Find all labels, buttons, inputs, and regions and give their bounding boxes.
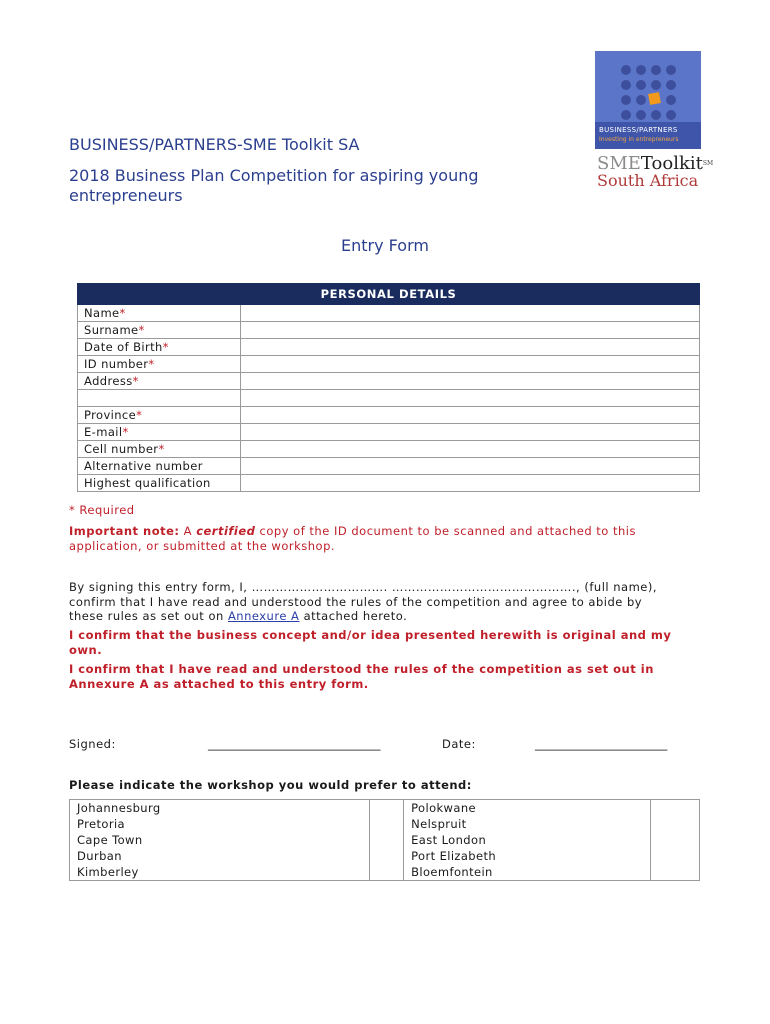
table-row <box>78 390 700 407</box>
alternative-number-field[interactable] <box>241 458 700 475</box>
dob-field[interactable] <box>241 339 700 356</box>
workshop-select-port-elizabeth[interactable] <box>650 848 699 864</box>
workshop-table <box>69 799 700 881</box>
signature-line[interactable]: ______________________________ <box>208 737 381 751</box>
field-label-name: Name <box>84 306 120 320</box>
logo-dot <box>666 110 676 120</box>
workshop-option-east-london: East London <box>404 832 651 848</box>
id-number-field[interactable] <box>241 356 700 373</box>
address-field-line2[interactable] <box>241 390 700 407</box>
email-field[interactable] <box>241 424 700 441</box>
logo-dot <box>651 65 661 75</box>
table-row <box>78 424 700 441</box>
logo-dot <box>651 80 661 90</box>
required-marker: * <box>162 340 169 354</box>
logo-dot <box>621 110 631 120</box>
table-row <box>78 356 700 373</box>
personal-details-heading: PERSONAL DETAILS <box>78 284 700 305</box>
workshop-select-polokwane[interactable] <box>650 800 699 817</box>
table-row <box>78 322 700 339</box>
logo-dot <box>621 65 631 75</box>
field-label-dob: Date of Birth <box>84 340 163 354</box>
required-marker: * <box>119 306 126 320</box>
qualification-field[interactable] <box>241 475 700 492</box>
workshop-select-nelspruit[interactable] <box>650 816 699 832</box>
workshop-option-polokwane: Polokwane <box>404 800 651 817</box>
workshop-select-kimberley[interactable] <box>369 864 403 881</box>
workshop-select-durban[interactable] <box>369 848 403 864</box>
annexure-a-link[interactable]: Annexure A <box>227 609 300 623</box>
name-field[interactable] <box>241 305 700 322</box>
required-marker: * <box>132 374 139 388</box>
table-row <box>78 458 700 475</box>
address-field[interactable] <box>241 373 700 390</box>
workshop-select-pretoria[interactable] <box>369 816 403 832</box>
table-row <box>78 407 700 424</box>
surname-field[interactable] <box>241 322 700 339</box>
certified-emphasis: certified <box>196 524 256 538</box>
logo-dot <box>636 80 646 90</box>
logo-accent-square <box>648 92 661 105</box>
logo-dot <box>621 80 631 90</box>
field-label-surname: Surname <box>84 323 139 337</box>
table-row <box>70 848 700 864</box>
required-note: * Required <box>69 503 135 517</box>
workshop-select-bloemfontein[interactable] <box>650 864 699 881</box>
cell-number-field[interactable] <box>241 441 700 458</box>
table-row <box>70 864 700 881</box>
logo-dot <box>651 110 661 120</box>
field-label-province: Province <box>84 408 137 422</box>
sme-toolkit-logo: SMEToolkit℠ <box>597 153 714 174</box>
table-row <box>70 816 700 832</box>
logo-dot <box>666 80 676 90</box>
logo-dot <box>636 65 646 75</box>
field-label-email: E-mail <box>84 425 123 439</box>
workshop-option-bloemfontein: Bloemfontein <box>404 864 651 881</box>
logo-dot <box>666 65 676 75</box>
table-row <box>78 305 700 322</box>
table-row <box>78 373 700 390</box>
workshop-option-cape-town: Cape Town <box>70 832 370 848</box>
declaration-paragraph: By signing this entry form, I, ……………………………. ………………………………………., (full name), confirm that I have read and understood the rules of the competition and agree to abide by these rules as set out on Annexure A attached hereto. <box>69 580 657 623</box>
workshop-option-johannesburg: Johannesburg <box>70 800 370 817</box>
field-label-alt-number: Alternative number <box>84 459 203 473</box>
date-line[interactable]: _______________________ <box>535 737 668 751</box>
workshop-option-durban: Durban <box>70 848 370 864</box>
confirm-rules-statement: I confirm that I have read and understood the rules of the competition as set out in Annexure A as attached to this entry form. <box>69 662 654 691</box>
required-marker: * <box>158 442 165 456</box>
important-note-label: Important note: <box>69 524 180 538</box>
org-title: BUSINESS/PARTNERS-SME Toolkit SA <box>69 135 360 154</box>
logo-dot <box>621 95 631 105</box>
table-row <box>70 832 700 848</box>
personal-details-table <box>77 283 700 492</box>
competition-title-line1: 2018 Business Plan Competition for aspiring young <box>69 166 479 185</box>
table-row <box>70 800 700 817</box>
workshop-select-east-london[interactable] <box>650 832 699 848</box>
workshop-select-cape-town[interactable] <box>369 832 403 848</box>
logo-band-subtitle: Investing in entrepreneurs <box>599 136 679 143</box>
date-label: Date: <box>442 737 476 751</box>
province-field[interactable] <box>241 407 700 424</box>
required-marker: * <box>136 408 143 422</box>
table-row <box>78 441 700 458</box>
south-africa-logo-text: South Africa <box>597 173 699 189</box>
confirm-original-statement: I confirm that the business concept and/or idea presented herewith is original and my own. <box>69 628 672 657</box>
required-marker: * <box>138 323 145 337</box>
required-marker: * <box>148 357 155 371</box>
logo-dot <box>666 95 676 105</box>
logo-dot <box>636 95 646 105</box>
workshop-prompt: Please indicate the workshop you would prefer to attend: <box>69 778 472 792</box>
workshop-option-kimberley: Kimberley <box>70 864 370 881</box>
workshop-option-nelspruit: Nelspruit <box>404 816 651 832</box>
required-marker: * <box>122 425 129 439</box>
field-label-qualification: Highest qualification <box>84 476 211 490</box>
field-label-id-number: ID number <box>84 357 149 371</box>
logo-band-title: BUSINESS/PARTNERS <box>599 126 678 134</box>
signed-label: Signed: <box>69 737 116 751</box>
competition-title-line2: entrepreneurs <box>69 186 183 205</box>
table-row <box>78 339 700 356</box>
workshop-select-johannesburg[interactable] <box>369 800 403 817</box>
important-note: Important note: A certified copy of the ID document to be scanned and attached to this application, or submitted at the workshop. <box>69 524 636 553</box>
table-row <box>78 475 700 492</box>
workshop-option-pretoria: Pretoria <box>70 816 370 832</box>
logo-dot <box>636 110 646 120</box>
field-label-address: Address <box>84 374 133 388</box>
page-title: Entry Form <box>341 236 429 255</box>
workshop-option-port-elizabeth: Port Elizabeth <box>404 848 651 864</box>
field-label-cell: Cell number <box>84 442 159 456</box>
